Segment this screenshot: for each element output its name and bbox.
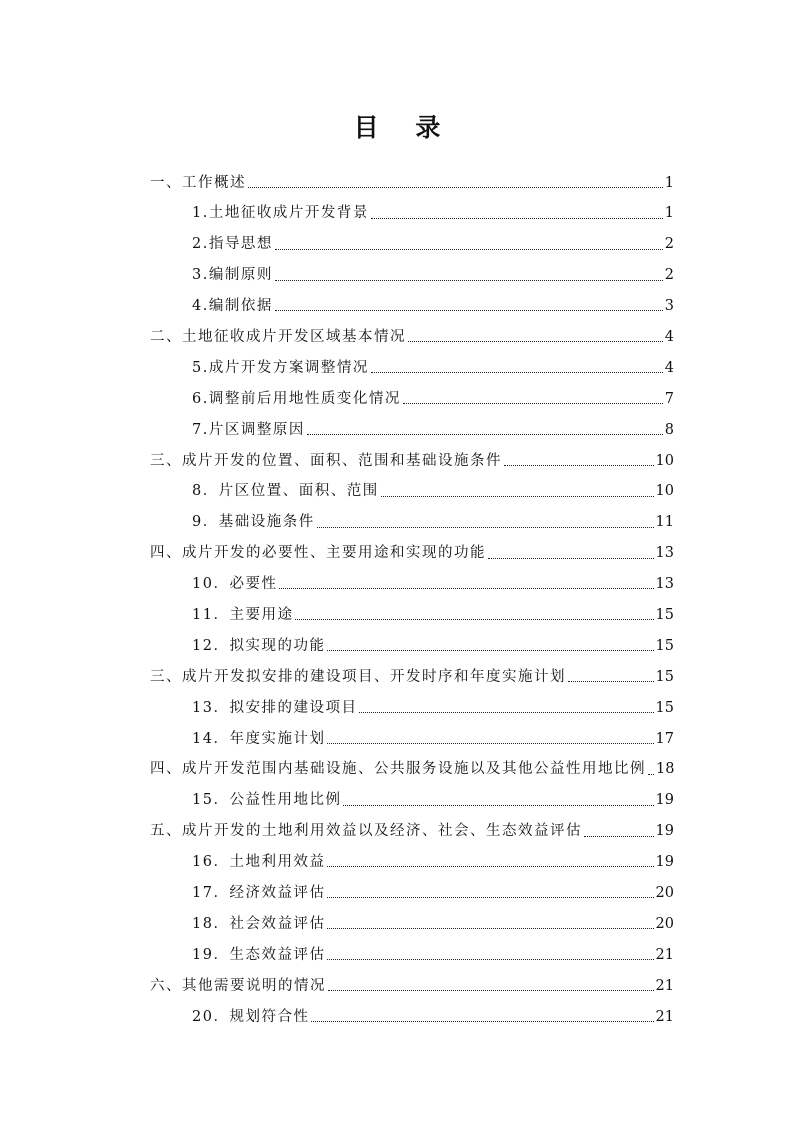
toc-chapter-entry[interactable] xyxy=(150,810,674,841)
toc-entry-label: 五、成片开发的土地利用效益以及经济、社会、生态效益评估 xyxy=(150,823,582,840)
toc-dot-leader xyxy=(327,928,653,929)
toc-entry-label: 20．规划符合性 xyxy=(192,1008,310,1025)
toc-section-entry[interactable] xyxy=(192,408,674,439)
toc-dot-leader xyxy=(403,403,663,404)
toc-chapter-entry[interactable] xyxy=(150,439,674,470)
toc-dot-leader xyxy=(279,588,653,589)
toc-section-entry[interactable] xyxy=(192,223,674,254)
toc-entry-label: 2.指导思想 xyxy=(192,236,273,253)
toc-dot-leader xyxy=(275,249,663,250)
toc-page-number: 2 xyxy=(664,267,674,284)
toc-section-entry[interactable] xyxy=(192,377,674,408)
toc-section-entry[interactable] xyxy=(192,779,674,810)
toc-section-entry[interactable] xyxy=(192,501,674,532)
page-title: 目 录 xyxy=(353,113,455,142)
toc-dot-leader xyxy=(248,187,663,188)
toc-dot-leader xyxy=(504,465,654,466)
toc-page-number: 19 xyxy=(655,823,674,840)
toc-dot-leader xyxy=(381,496,654,497)
table-of-contents xyxy=(0,161,794,1026)
toc-section-entry[interactable] xyxy=(192,686,674,717)
toc-entry-label: 16．土地利用效益 xyxy=(192,854,326,871)
toc-dot-leader xyxy=(275,280,663,281)
toc-entry-label: 13．拟安排的建设项目 xyxy=(192,699,358,716)
toc-page-number: 20 xyxy=(655,884,674,901)
toc-section-entry[interactable] xyxy=(192,192,674,223)
toc-entry-label: 9．基础设施条件 xyxy=(192,514,315,531)
toc-page-number: 1 xyxy=(664,205,674,222)
toc-section-entry[interactable] xyxy=(192,717,674,748)
toc-page-number: 1 xyxy=(664,174,674,191)
toc-section-entry[interactable] xyxy=(192,593,674,624)
toc-section-entry[interactable] xyxy=(192,841,674,872)
toc-chapter-entry[interactable] xyxy=(150,748,674,779)
toc-dot-leader xyxy=(327,866,653,867)
toc-entry-label: 18．社会效益评估 xyxy=(192,915,326,932)
toc-page-number: 17 xyxy=(655,730,674,747)
toc-page-number: 19 xyxy=(655,854,674,871)
toc-entry-label: 7.片区调整原因 xyxy=(192,421,305,438)
toc-section-entry[interactable] xyxy=(192,285,674,316)
toc-dot-leader xyxy=(311,1021,653,1022)
toc-dot-leader xyxy=(327,743,653,744)
toc-page-number: 3 xyxy=(664,298,674,315)
toc-section-entry[interactable] xyxy=(192,470,674,501)
toc-dot-leader xyxy=(568,681,654,682)
toc-page-number: 11 xyxy=(655,514,674,531)
toc-dot-leader xyxy=(317,527,654,528)
toc-dot-leader xyxy=(295,619,653,620)
toc-chapter-entry[interactable] xyxy=(150,964,674,995)
toc-page-number: 20 xyxy=(655,915,674,932)
toc-chapter-entry[interactable] xyxy=(150,532,674,563)
toc-page-number: 19 xyxy=(655,792,674,809)
toc-section-entry[interactable] xyxy=(192,254,674,285)
toc-entry-label: 3.编制原则 xyxy=(192,267,273,284)
toc-page-number: 13 xyxy=(655,545,674,562)
toc-chapter-entry[interactable] xyxy=(150,655,674,686)
toc-entry-label: 三、成片开发拟安排的建设项目、开发时序和年度实施计划 xyxy=(150,668,566,685)
toc-chapter-entry[interactable] xyxy=(150,161,674,192)
toc-entry-label: 19．生态效益评估 xyxy=(192,946,326,963)
toc-entry-label: 11．主要用途 xyxy=(192,606,294,623)
toc-page-number: 21 xyxy=(655,1008,674,1025)
toc-entry-label: 14．年度实施计划 xyxy=(192,730,326,747)
toc-entry-label: 8．片区位置、面积、范围 xyxy=(192,483,379,500)
toc-entry-label: 10．必要性 xyxy=(192,576,278,593)
toc-page-number: 10 xyxy=(655,452,674,469)
toc-entry-label: 15．公益性用地比例 xyxy=(192,792,342,809)
toc-dot-leader xyxy=(327,959,653,960)
toc-section-entry[interactable] xyxy=(192,346,674,377)
toc-entry-label: 四、成片开发的必要性、主要用途和实现的功能 xyxy=(150,545,486,562)
toc-dot-leader xyxy=(371,372,663,373)
toc-dot-leader xyxy=(584,836,654,837)
toc-page-number: 18 xyxy=(656,761,675,778)
toc-entry-label: 二、土地征收成片开发区域基本情况 xyxy=(150,328,406,345)
toc-dot-leader xyxy=(359,712,653,713)
toc-dot-leader xyxy=(343,805,653,806)
toc-entry-label: 三、成片开发的位置、面积、范围和基础设施条件 xyxy=(150,452,502,469)
toc-section-entry[interactable] xyxy=(192,624,674,655)
toc-entry-label: 12．拟实现的功能 xyxy=(192,637,326,654)
toc-entry-label: 1.土地征收成片开发背景 xyxy=(192,205,369,222)
toc-page-number: 15 xyxy=(655,668,674,685)
toc-page-number: 10 xyxy=(655,483,674,500)
toc-entry-label: 6.调整前后用地性质变化情况 xyxy=(192,390,401,407)
toc-dot-leader xyxy=(488,558,654,559)
toc-section-entry[interactable] xyxy=(192,871,674,902)
toc-page-number: 21 xyxy=(655,946,674,963)
toc-dot-leader xyxy=(327,897,653,898)
toc-page-number: 15 xyxy=(655,606,674,623)
toc-dot-leader xyxy=(275,310,663,311)
toc-page-number: 4 xyxy=(664,359,674,376)
toc-page-number: 15 xyxy=(655,637,674,654)
toc-page-number: 8 xyxy=(664,421,674,438)
toc-page-number: 2 xyxy=(664,236,674,253)
toc-dot-leader xyxy=(327,650,653,651)
toc-dot-leader xyxy=(648,774,654,775)
toc-dot-leader xyxy=(328,990,654,991)
toc-section-entry[interactable] xyxy=(192,995,674,1026)
toc-section-entry[interactable] xyxy=(192,933,674,964)
toc-entry-label: 5.成片开发方案调整情况 xyxy=(192,359,369,376)
toc-entry-label: 四、成片开发范围内基础设施、公共服务设施以及其他公益性用地比例 xyxy=(150,761,646,778)
toc-dot-leader xyxy=(371,218,663,219)
toc-chapter-entry[interactable] xyxy=(150,315,674,346)
toc-page-number: 4 xyxy=(664,328,674,345)
toc-page-number: 7 xyxy=(664,390,674,407)
toc-page-number: 21 xyxy=(655,977,674,994)
toc-dot-leader xyxy=(307,434,663,435)
toc-section-entry[interactable] xyxy=(192,563,674,594)
toc-page-number: 15 xyxy=(655,699,674,716)
toc-section-entry[interactable] xyxy=(192,902,674,933)
toc-entry-label: 4.编制依据 xyxy=(192,298,273,315)
toc-dot-leader xyxy=(408,341,663,342)
toc-entry-label: 六、其他需要说明的情况 xyxy=(150,977,326,994)
toc-entry-label: 一、工作概述 xyxy=(150,174,246,191)
toc-entry-label: 17．经济效益评估 xyxy=(192,884,326,901)
toc-page-number: 13 xyxy=(655,576,674,593)
